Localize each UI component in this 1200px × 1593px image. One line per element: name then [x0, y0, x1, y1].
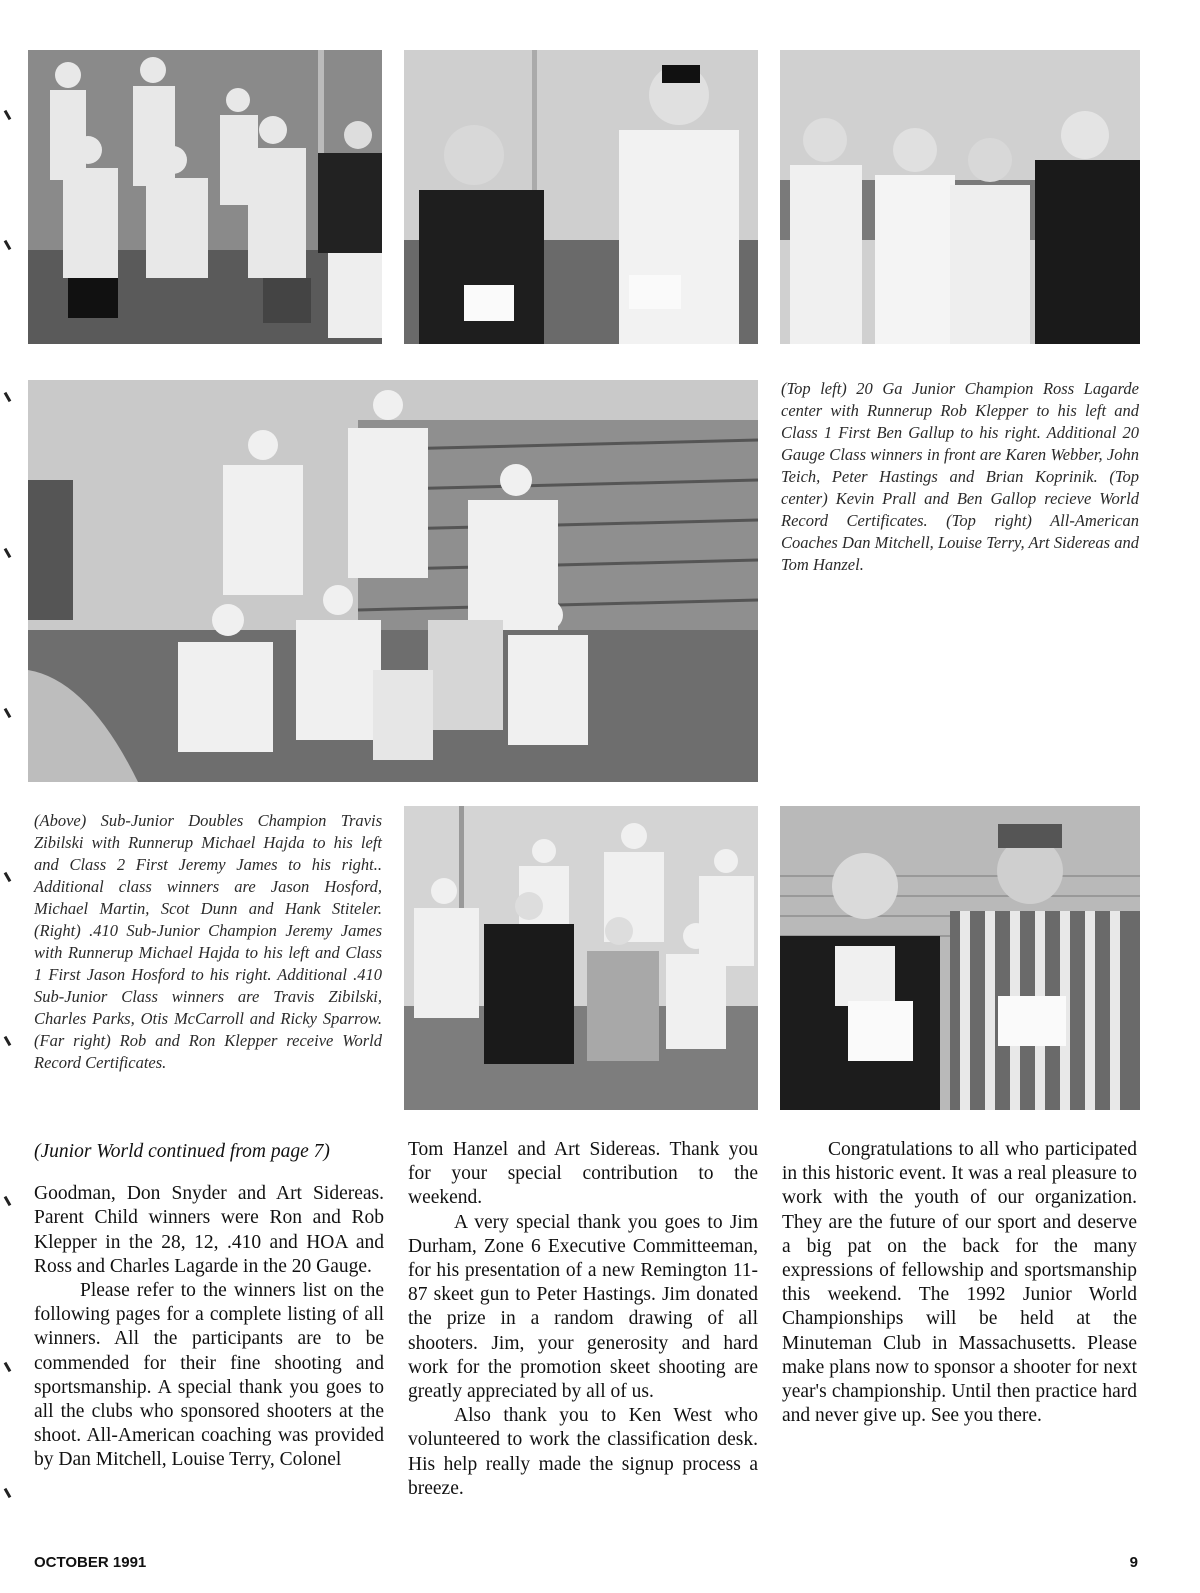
margin-mark	[4, 872, 12, 882]
photo-bottom-center-image	[404, 806, 758, 1110]
photo-top-left-image	[28, 50, 382, 344]
photo-middle-large-image	[28, 380, 758, 782]
photo-top-center-image	[404, 50, 758, 344]
margin-mark	[4, 240, 12, 250]
caption-top-photos: (Top left) 20 Ga Junior Champion Ross Lagarde center with Runnerup Rob Klepper to his left and Class 1 First Ben Gallup to his right. Additional 20 Gauge Class winners in front are Karen Webber, John Teich, Peter Hastings and Brian Koprinik. (Top center) Kevin Prall and Ben Gallop recieve World Record Certificates. (Top right) All-American Coaches Dan Mitchell, Louise Terry, Art Sidereas and Tom Hanzel.	[781, 379, 1139, 574]
photo-bottom-center	[404, 806, 758, 1110]
article-column-3	[782, 1138, 1137, 1428]
article-column-2	[408, 1138, 758, 1501]
article-paragraph: Tom Hanzel and Art Sidereas. Thank you for your special contribution to the weekend.	[408, 1139, 758, 1209]
photo-top-center	[404, 50, 758, 344]
article-paragraph: A very special thank you goes to Jim Durham, Zone 6 Executive Committeeman, for his presentation of a new Remington 11-87 skeet gun to Peter Hastings. Jim donated the prize in a random drawing of all shooters. Jim, your generosity and hard work for the promotion skeet shooting are greatly appreciated by all of us.	[408, 1211, 758, 1403]
article-paragraph: Please refer to the winners list on the following pages for a complete listing of all winners. All the participants are to be commended for their fine shooting and sportsmanship. A special thank you goes to all the clubs who sponsored shooters at the shoot. All-American coaching was provided by Dan Mitchell, Louise Terry, Colonel	[34, 1280, 384, 1471]
photo-bottom-right-image	[780, 806, 1140, 1110]
margin-mark	[4, 392, 12, 402]
photo-middle-large	[28, 380, 758, 782]
footer-page-number: 9	[1129, 1554, 1138, 1571]
photo-bottom-right	[780, 806, 1140, 1110]
article-column-1	[34, 1140, 384, 1473]
margin-mark	[4, 1036, 12, 1046]
margin-mark	[4, 110, 12, 120]
photo-top-right-image	[780, 50, 1140, 344]
continued-note: (Junior World continued from page 7)	[34, 1141, 330, 1162]
caption-above-photos: (Above) Sub-Junior Doubles Champion Travis Zibilski with Runnerup Michael Hajda to his left and Class 2 First Jeremy James to his right.. Additional class winners are Jason Hosford, Michael Martin, Scot Dunn and Hank Stiteler. (Right) .410 Sub-Junior Champion Jeremy James with Runnerup Michael Hajda to his left and Class 1 First Jason Hosford to his right. Additional .410 Sub-Junior Class winners are Travis Zibilski, Charles Parks, Otis McCarroll and Ricky Sparrow. (Far right) Rob and Ron Klepper receive World Record Certificates.	[34, 811, 382, 1072]
article-paragraph: Congratulations to all who participated in this historic event. It was a real pleasure to work with the youth of our organization. They are the future of our sport and deserve a big pat on the back for the many expressions of fellowship and sportsmanship this weekend. The 1992 Junior World Championships will be held at the Minuteman Club in Massachusetts. Please make plans now to sponsor a shooter for next year's championship. Until then practice hard and never give up. See you there.	[782, 1139, 1137, 1427]
photo-top-right	[780, 50, 1140, 344]
article-paragraph: Goodman, Don Snyder and Art Sidereas. Parent Child winners were Ron and Rob Klepper in the 28, 12, .410 and HOA and Ross and Charles Lagarde in the 20 Gauge.	[34, 1183, 384, 1277]
photo-top-left	[28, 50, 382, 344]
margin-mark	[4, 1196, 12, 1206]
margin-mark	[4, 1488, 12, 1498]
article-paragraph: Also thank you to Ken West who volunteered to work the classification desk. His help really made the signup process a breeze.	[408, 1405, 758, 1499]
margin-mark	[4, 548, 12, 558]
footer-issue-date: OCTOBER 1991	[34, 1554, 147, 1571]
margin-mark	[4, 1362, 12, 1372]
margin-mark	[4, 708, 12, 718]
